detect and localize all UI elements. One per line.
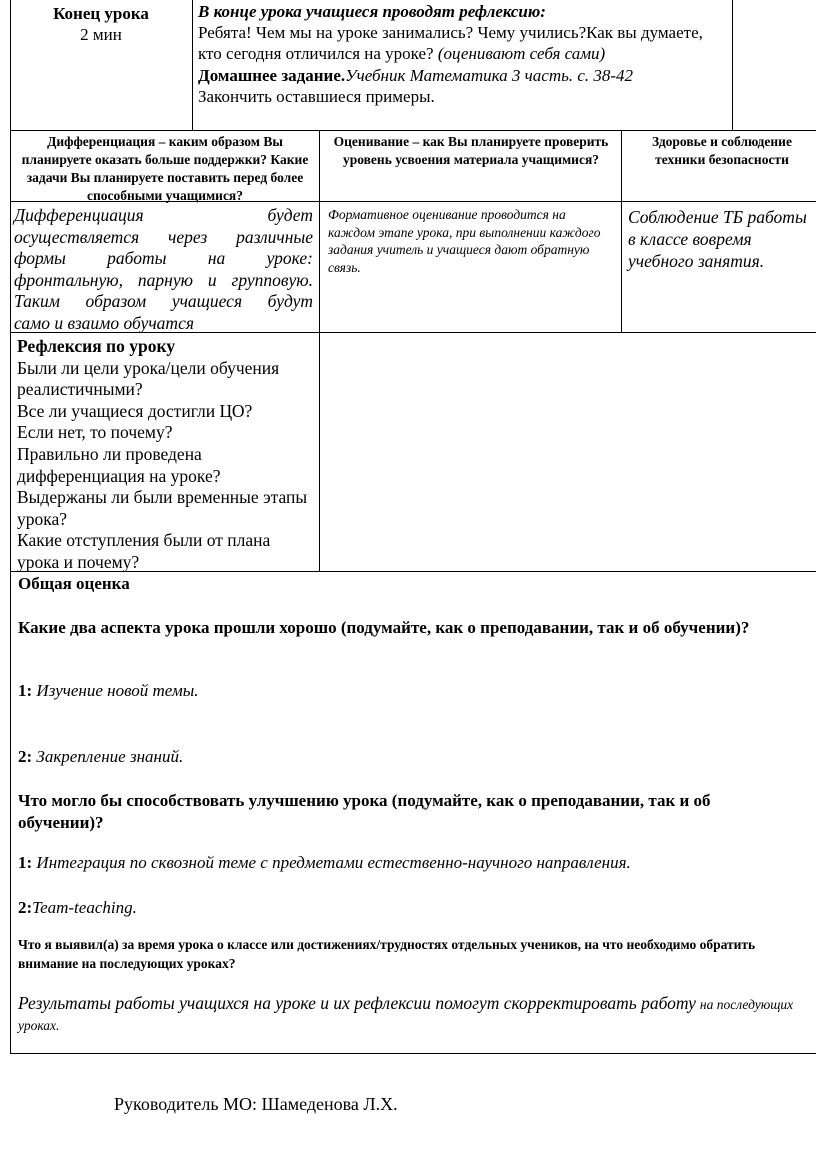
answer-1-text: Изучение новой темы. [36, 681, 199, 700]
reflection-title: Рефлексия по уроку [17, 336, 176, 356]
health-text: Соблюдение ТБ работы в классе вовремя учебного занятия. [628, 207, 807, 271]
homework-text: Учебник Математика 3 часть. с. 38-42 [345, 66, 634, 86]
diff-line: формы работы на уроке: [14, 248, 313, 269]
improvement-1-number: 1: [18, 853, 33, 872]
conclusion-text [18, 993, 798, 1036]
differentiation-header: Дифференциация – каким образом Вы планируете оказать больше поддержки? Какие задачи Вы планируете поставить перед более способными учащимися? [21, 134, 309, 203]
reflection-note: (оценивают себя сами) [437, 43, 606, 63]
homework-label: Домашнее задание. [198, 66, 346, 86]
assessment-header: Оценивание – как Вы планируете проверить уровень усвоения материала учащимися? [333, 134, 609, 167]
answer-2-text: Закрепление знаний. [36, 747, 184, 766]
answer-2 [18, 746, 183, 767]
reflection-question: Какие отступления были от плана урока и почему? [17, 530, 271, 572]
reflection-block [198, 2, 726, 108]
reflection-question: Правильно ли проведена дифференциация на уроке? [17, 443, 221, 486]
stage-time: 2 мин [80, 25, 122, 44]
diff-line: Дифференциация будет [14, 205, 313, 225]
improvement-2 [18, 897, 137, 918]
reflection-question: Все ли учащиеся достигли ЦО? [17, 400, 253, 421]
overall-title: Общая оценка [18, 574, 130, 593]
stage-title: Конец урока [53, 4, 149, 23]
reflection-question: Если нет, то почему? [17, 422, 173, 443]
improvement-2-number: 2: [18, 898, 33, 917]
reflection-text [198, 23, 726, 65]
improvement-2-text: Team-teaching. [32, 898, 137, 917]
diff-line: Таким образом учащиеся будут [14, 291, 313, 312]
differentiation-text [14, 205, 313, 335]
signature: Руководитель МО: Шамеденова Л.Х. [114, 1094, 398, 1114]
answer-1 [18, 680, 199, 701]
diff-line: фронтальную, парную и групповую. [14, 269, 313, 290]
health-header: Здоровье и соблюдение техники безопасности [652, 134, 792, 167]
improvement-1 [18, 852, 631, 873]
conclusion-small: на последующих уроках. [18, 997, 794, 1033]
improvement-1-text: Интеграция по сквозной теме с предметами естественно-научного направления. [36, 853, 631, 872]
question-good-aspects: Какие два аспекта урока прошли хорошо (подумайте, как о преподавании, так и об обучении)? [18, 618, 750, 637]
diff-line: осуществляется через различные [14, 226, 313, 247]
homework-line [198, 66, 726, 87]
reflection-section [17, 336, 315, 574]
assessment-text: Формативное оценивание проводится на каждом этапе урока, при выполнении каждого задания учитель и учащиеся дают обратную связь. [328, 207, 601, 275]
answer-1-number: 1: [18, 681, 33, 700]
question-improvement: Что могло бы способствовать улучшению урока (подумайте, как о преподавании, так и об обучении)? [18, 791, 711, 832]
reflection-question: Были ли цели урока/цели обучения реалистичными? [17, 357, 280, 400]
diff-line: само и взаимо обучатся [14, 312, 194, 333]
reflection-questions: Ребята! Чем мы на уроке занимались? Чему учились?Как вы думаете, кто сегодня отличился на уроке? [198, 22, 703, 63]
homework-extra: Закончить оставшиеся примеры. [198, 87, 435, 107]
question-observations: Что я выявил(а) за время урока о классе или достижениях/трудностях отдельных учеников, на что необходимо обратить внимание на последующих уроках? [18, 937, 756, 971]
conclusion-large: Результаты работы учащихся на уроке и их рефлексии помогут скорректировать работу [18, 993, 696, 1013]
reflection-heading: В конце урока учащиеся проводят рефлексию: [198, 2, 546, 21]
reflection-question: Выдержаны ли были временные этапы урока? [17, 487, 308, 529]
answer-2-number: 2: [18, 747, 33, 766]
